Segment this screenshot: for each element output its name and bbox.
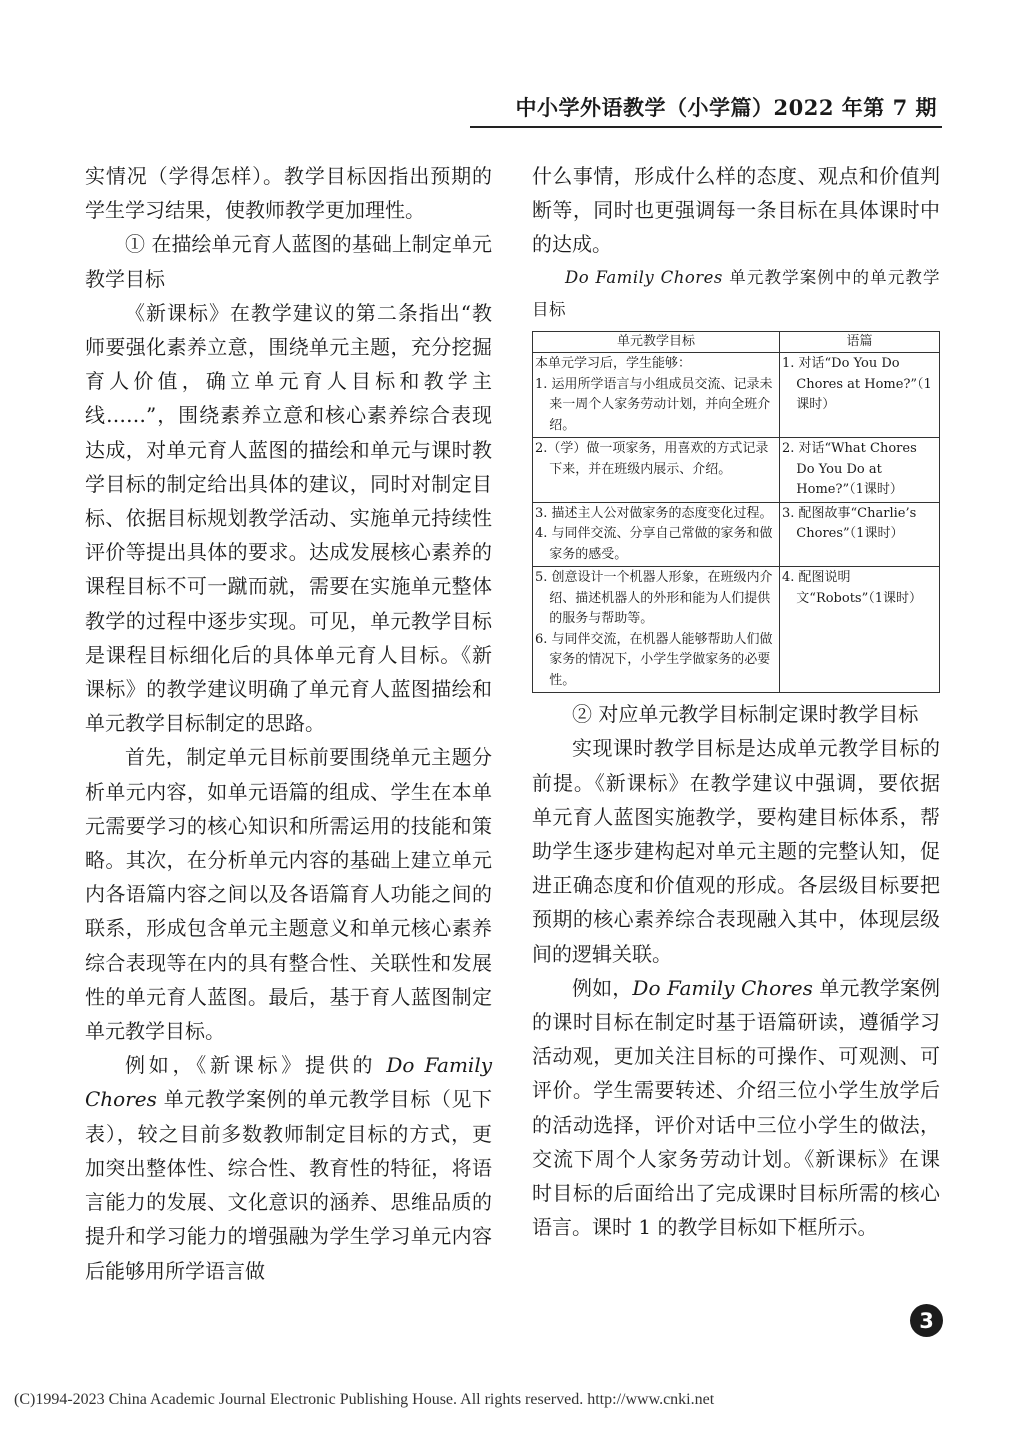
table-header-texts: 语篇 [780, 331, 940, 353]
paragraph: 首先，制定单元目标前要围绕单元主题分析单元内容，如单元语篇的组成、学生在本单元需要学习的核心知识和所需运用的技能和策略。其次，在分析单元内容的基础上建立单元内各语篇内容之间以及各语篇育人功能之间的联系，形成包含单元主题意义和单元核心素养综合表现等在内的具有整合性、关联性和发展性的单元育人蓝图。最后，基于育人蓝图制定单元教学目标。 [85, 745, 492, 1044]
unit-title-italic: Do Family Chores [565, 267, 723, 287]
goal-cell [533, 438, 780, 503]
text-line: 1. 对话“Do You Do Chores at Home?”（1课时） [782, 356, 932, 413]
text: 单元教学案例的课时目标在制定时基于语篇研读，遵循学习活动观，更加关注目标的可操作、可观测、可评价。学生需要转述、介绍三位小学生放学后的活动选择，评价对话中三位小学生的做法，交流下周个人家务劳动计划。《新课标》在课时目标的后面给出了完成课时目标所需的核心语言。课时 1 的教学目标如下框所示。 [532, 975, 941, 1240]
goal-cell [533, 353, 780, 438]
table-row [533, 567, 940, 693]
paragraph-example [85, 1048, 492, 1287]
paragraph: 实现课时教学目标是达成单元教学目标的前提。《新课标》在教学建议中强调，要依据单元育人蓝图实施教学，要构建目标体系，帮助学生逐步建构起对单元主题的完整认知，促进正确态度和价值观的形成。各层级目标要把预期的核心素养综合表现融入其中，体现层级间的逻辑关联。 [532, 736, 940, 966]
unit-title-italic: Do Family Chores [632, 975, 813, 1000]
text-line: 2. 对话“What Chores Do You Do at Home?”（1课时） [782, 441, 917, 498]
text: 例如，《新课标》提供的 [125, 1053, 387, 1078]
section-heading-1: ① 在描绘单元育人蓝图的基础上制定单元教学目标 [85, 232, 492, 291]
paragraph: 《新课标》在教学建议的第二条指出“教师要强化素养立意，围绕单元主题，充分挖掘育人价值，确立单元育人目标和教学主线……”，围绕素养立意和核心素养综合表现达成，对单元育人蓝图的描绘和单元与课时教学目标的制定给出具体的建议，同时对制定目标、依据目标规划教学活动、实施单元持续性评价等提出具体的要求。达成发展核心素养的课程目标不可一蹴而就，需要在实施单元整体教学的过程中逐步实现。可见，单元教学目标是课程目标细化后的具体单元育人目标。《新课标》的教学建议明确了单元育人蓝图描绘和单元教学目标制定的思路。 [85, 300, 492, 736]
goal-line: 本单元学习后，学生能够： [535, 356, 692, 372]
goal-line: 1. 运用所学语言与小组成员交流、记录未来一周个人家务劳动计划，并向全班介绍。 [535, 376, 773, 433]
text-cell [780, 353, 940, 438]
goal-line: 5. 创意设计一个机器人形象，在班级内介绍、描述机器人的外形和能为人们提供的服务与帮助等。 [535, 570, 773, 627]
unit-title-italic: Do Family Chores [85, 1053, 493, 1112]
text: 单元教学案例的单元教学目标（见下表），较之目前多数教师制定目标的方式，更加突出整体性、综合性、教育性的特征，将语言能力的发展、文化意识的涵养、思维品质的提升和学习能力的增强融为学生学习单元内容后能够用所学语言做 [85, 1087, 492, 1283]
table-row [533, 438, 940, 503]
goal-cell [533, 567, 780, 693]
page-number-badge: 3 [910, 1304, 943, 1337]
table-header-goals: 单元教学目标 [533, 331, 780, 353]
goal-cell [533, 502, 780, 567]
table-caption [532, 262, 940, 326]
text-cell [780, 502, 940, 567]
text-cell [780, 438, 940, 503]
table-row [533, 502, 940, 567]
journal-header-title: 中小学外语教学（小学篇）2022 年第 7 期 [515, 95, 937, 120]
goal-line: 6. 与同伴交流，在机器人能够帮助人们做家务的情况下，小学生学做家务的必要性。 [535, 631, 773, 688]
paragraph-example [532, 971, 940, 1245]
table-header-row [533, 331, 940, 353]
text-cell [780, 567, 940, 693]
text: 例如， [572, 975, 633, 1000]
section-heading-2: ② 对应单元教学目标制定课时教学目标 [572, 702, 919, 727]
unit-goals-table [532, 331, 940, 694]
text-line: 3. 配图故事“Charlie’s Chores”（1课时） [782, 505, 917, 542]
goal-line: 4. 与同伴交流、分享自己常做的家务和做家务的感受。 [535, 526, 773, 562]
right-column [532, 159, 940, 1244]
caption-text: 单元教学案例中的单元教学目标 [532, 267, 940, 319]
goal-line: 2.（学）做一项家务，用喜欢的方式记录下来，并在班级内展示、介绍。 [535, 441, 769, 477]
header-rule [470, 126, 942, 128]
goal-line: 3. 描述主人公对做家务的态度变化过程。 [535, 505, 773, 521]
text-line: 4. 配图说明文“Robots”（1课时） [782, 570, 923, 606]
footer-copyright: (C)1994-2023 China Academic Journal Electronic Publishing House. All rights reserved. http://www.cnki.net [14, 1391, 715, 1408]
table-row [533, 353, 940, 438]
left-column [85, 159, 492, 1288]
paragraph-continued: 什么事情，形成什么样的态度、观点和价值判断等，同时也更强调每一条目标在具体课时中的达成。 [532, 164, 940, 257]
paragraph-continued: 实情况（学得怎样）。教学目标因指出预期的学生学习结果，使教师教学更加理性。 [85, 164, 492, 223]
